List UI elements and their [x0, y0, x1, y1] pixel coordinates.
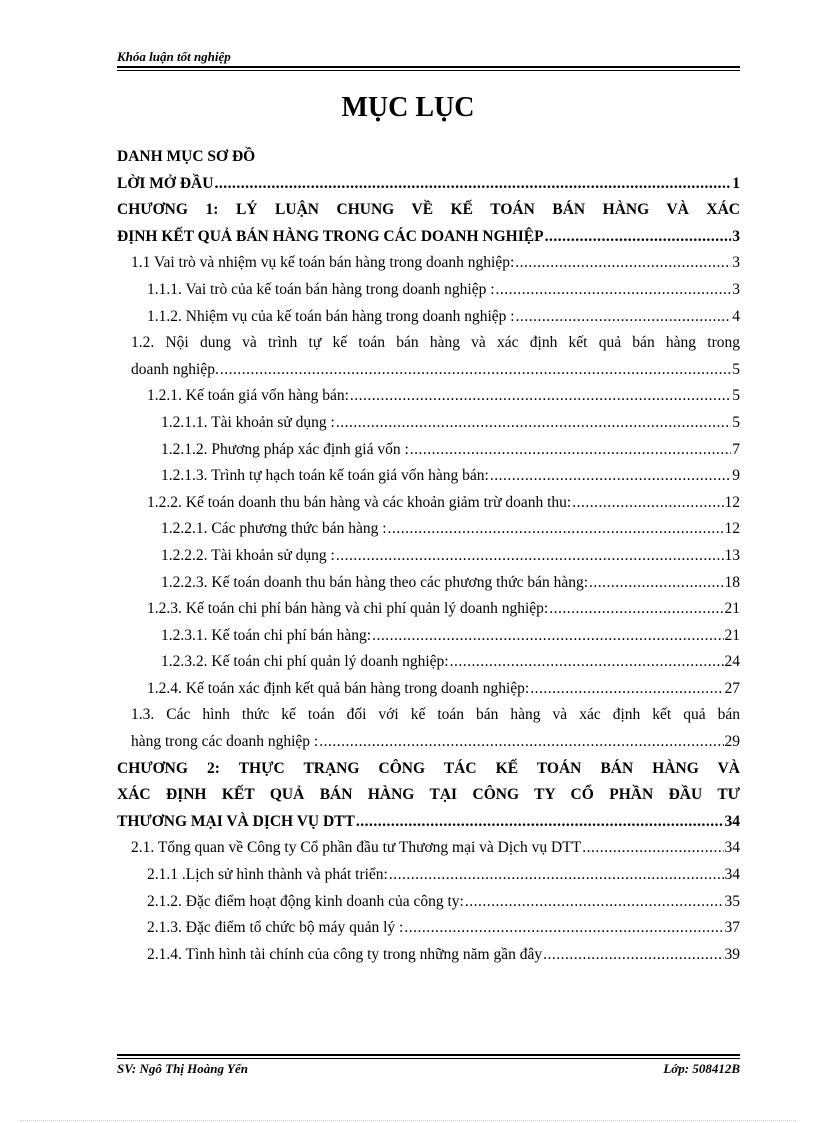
toc-page-number: 24: [724, 653, 740, 671]
toc-entry-text: doanh nghiệp.: [131, 360, 219, 378]
dot-leader: [356, 809, 724, 836]
toc-entry-text: hàng trong các doanh nghiệp :: [131, 733, 319, 751]
toc-entry-text: 1.2.2.3. Kế toán doanh thu bán hàng theo các phương thức bán hàng:: [161, 573, 589, 591]
dot-leader: [220, 357, 731, 384]
dot-leader: [582, 835, 723, 862]
dot-leader: [336, 543, 724, 570]
toc-entry-text: 1.2.1. Kế toán giá vốn hàng bán:: [147, 387, 349, 405]
toc-entry-chapter-1[interactable]: [117, 224, 740, 251]
table-of-contents: [117, 144, 740, 968]
dot-leader: [545, 224, 732, 251]
page-title: MỤC LỤC: [341, 92, 475, 123]
toc-entry-chapter-2-line1[interactable]: CHƯƠNG 2: THỰC TRẠNG CÔNG TÁC KẾ TOÁN BÁN HÀNG VÀ: [117, 759, 740, 777]
toc-entry-text: 2.1.4. Tình hình tài chính của công ty trong những năm gần đây: [147, 945, 543, 963]
toc-entry-2-1-3[interactable]: [117, 915, 740, 942]
toc-entry-1-2-3-2[interactable]: [117, 649, 740, 676]
dot-leader: [336, 410, 731, 437]
dot-leader: [543, 942, 723, 969]
toc-entry-text: 1.2.2. Kế toán doanh thu bán hàng và các khoản giảm trừ doanh thu:: [147, 493, 572, 511]
footer-divider: [117, 1054, 740, 1056]
toc-entry-text: 1.1.1. Vai trò của kế toán bán hàng trong doanh nghiệp :: [147, 280, 495, 298]
toc-entry-chapter-2[interactable]: [117, 809, 740, 836]
toc-page-number: 5: [732, 413, 740, 431]
toc-page-number: 21: [724, 626, 740, 644]
toc-entry-text: 1.2.3.2. Kế toán chi phí quản lý doanh nghiệp:: [161, 653, 449, 671]
toc-page-number: 7: [732, 440, 740, 458]
toc-entry-text: 2.1.1 .Lịch sử hình thành và phát triển:: [147, 866, 388, 884]
toc-entry-introduction[interactable]: [117, 171, 740, 198]
toc-entry-diagram-list[interactable]: [117, 144, 740, 171]
toc-entry-text: ĐỊNH KẾT QUẢ BÁN HÀNG TRONG CÁC DOANH NGHIỆP: [117, 227, 544, 245]
footer-student-name: SV: Ngô Thị Hoàng Yến: [117, 1061, 248, 1076]
toc-entry-1-2-3[interactable]: [117, 596, 740, 623]
toc-entry-text: 1.2.2.1. Các phương thức bán hàng :: [161, 520, 387, 538]
toc-entry-text: 1.2.3. Kế toán chi phí bán hàng và chi phí quản lý doanh nghiệp:: [147, 600, 549, 618]
dot-leader: [319, 729, 723, 756]
toc-page-number: 12: [724, 493, 740, 511]
toc-entry-text: 1.2.4. Kế toán xác định kết quả bán hàng trong doanh nghiệp:: [147, 679, 530, 697]
dot-leader: [572, 490, 723, 517]
toc-entry-1-2-1-1[interactable]: [117, 410, 740, 437]
toc-entry-1-2-2-1[interactable]: [117, 516, 740, 543]
toc-page-number: 5: [732, 360, 740, 378]
dot-leader: [465, 889, 724, 916]
dot-leader: [490, 463, 731, 490]
toc-entry-text: 2.1. Tổng quan về Công ty Cổ phần đầu tư Thương mại và Dịch vụ DTT: [131, 839, 582, 857]
toc-entry-1-2-1-3[interactable]: [117, 463, 740, 490]
toc-entry-1-2-1[interactable]: [117, 383, 740, 410]
toc-entry-1-3[interactable]: [117, 729, 740, 756]
toc-page-number: 3: [732, 254, 740, 272]
toc-page-number: 3: [732, 227, 740, 245]
dot-leader: [389, 862, 724, 889]
dot-leader: [496, 277, 732, 304]
toc-entry-2-1-1[interactable]: [117, 862, 740, 889]
toc-entry-text: LỜI MỞ ĐẦU: [117, 174, 214, 192]
toc-entry-1-2-2-2[interactable]: [117, 543, 740, 570]
dot-leader: [350, 383, 731, 410]
dot-leader: [589, 570, 723, 597]
toc-entry-text: 1.1 Vai trò và nhiệm vụ kế toán bán hàng trong doanh nghiệp:: [131, 254, 515, 272]
toc-entry-text: 1.2.1.3. Trình tự hạch toán kế toán giá vốn hàng bán:: [161, 467, 489, 485]
toc-entry-text: 2.1.2. Đặc điểm hoạt động kinh doanh của công ty:: [147, 892, 464, 910]
dot-leader: [388, 516, 724, 543]
toc-entry-chapter-2-line2[interactable]: XÁC ĐỊNH KẾT QUẢ BÁN HÀNG TẠI CÔNG TY CỔ PHẦN ĐẦU TƯ: [117, 786, 740, 804]
toc-entry-text: 2.1.3. Đặc điểm tổ chức bộ máy quản lý :: [147, 919, 404, 937]
toc-entry-1-2-3-1[interactable]: [117, 623, 740, 650]
toc-entry-text: THƯƠNG MẠI VÀ DỊCH VỤ DTT: [117, 812, 355, 830]
toc-page-number: 12: [724, 520, 740, 538]
toc-entry-1-1-2[interactable]: [117, 304, 740, 331]
toc-page-number: 34: [724, 866, 740, 884]
toc-page-number: 18: [724, 573, 740, 591]
header-divider-thin: [117, 70, 740, 71]
toc-entry-1-2-1-2[interactable]: [117, 437, 740, 464]
dot-leader: [515, 250, 731, 277]
toc-page-number: 29: [724, 733, 740, 751]
toc-page-number: 3: [732, 280, 740, 298]
dot-leader: [372, 623, 723, 650]
footer-divider-thin: [117, 1058, 740, 1059]
toc-page-number: 34: [724, 839, 740, 857]
dot-leader: [530, 676, 723, 703]
dot-leader: [516, 304, 732, 331]
toc-entry-2-1-4[interactable]: [117, 942, 740, 969]
dot-leader: [450, 649, 724, 676]
toc-page-number: 39: [724, 945, 740, 963]
toc-page-number: 37: [724, 919, 740, 937]
toc-entry-1-1-1[interactable]: [117, 277, 740, 304]
toc-entry-1-1[interactable]: [117, 250, 740, 277]
toc-entry-chapter-1-line1[interactable]: CHƯƠNG 1: LÝ LUẬN CHUNG VỀ KẾ TOÁN BÁN HÀNG VÀ XÁC: [117, 201, 740, 219]
toc-entry-2-1-2[interactable]: [117, 889, 740, 916]
toc-entry-1-2[interactable]: [117, 357, 740, 384]
toc-page-number: 1: [732, 174, 740, 192]
dot-leader: [404, 915, 723, 942]
running-header: Khóa luận tốt nghiệp: [117, 49, 231, 64]
toc-entry-text: 1.2.2.2. Tài khoản sử dụng :: [161, 546, 335, 564]
dot-leader: [214, 171, 731, 198]
toc-entry-text: 1.1.2. Nhiệm vụ của kế toán bán hàng trong doanh nghiệp :: [147, 307, 515, 325]
toc-entry-1-2-2-3[interactable]: [117, 570, 740, 597]
toc-entry-text: 1.2.3.1. Kế toán chi phí bán hàng:: [161, 626, 372, 644]
toc-entry-1-2-4[interactable]: [117, 676, 740, 703]
toc-entry-1-2-2[interactable]: [117, 490, 740, 517]
footer-class-code: Lớp: 508412B: [663, 1061, 740, 1076]
toc-entry-1-3-line1[interactable]: 1.3. Các hình thức kế toán đối với kế toán bán hàng và xác định kết quả bán: [131, 706, 740, 724]
toc-page-number: 13: [724, 546, 740, 564]
toc-page-number: 9: [732, 467, 740, 485]
toc-entry-1-2-line1[interactable]: 1.2. Nội dung và trình tự kế toán bán hàng và xác định kết quả bán hàng trong: [131, 334, 740, 352]
dot-leader: [410, 437, 731, 464]
toc-page-number: 5: [732, 387, 740, 405]
toc-page-number: 34: [724, 812, 740, 830]
toc-page-number: 4: [732, 307, 740, 325]
toc-page-number: 21: [724, 600, 740, 618]
toc-page-number: 27: [724, 679, 740, 697]
toc-entry-text: 1.2.1.1. Tài khoản sử dụng :: [161, 413, 335, 431]
toc-entry-text: DANH MỤC SƠ ĐỒ: [117, 148, 256, 165]
toc-page-number: 35: [724, 892, 740, 910]
header-divider: [117, 66, 740, 68]
toc-entry-2-1[interactable]: [117, 835, 740, 862]
toc-entry-text: 1.2.1.2. Phương pháp xác định giá vốn :: [161, 440, 409, 458]
page-break-line: [20, 1120, 796, 1121]
dot-leader: [549, 596, 723, 623]
